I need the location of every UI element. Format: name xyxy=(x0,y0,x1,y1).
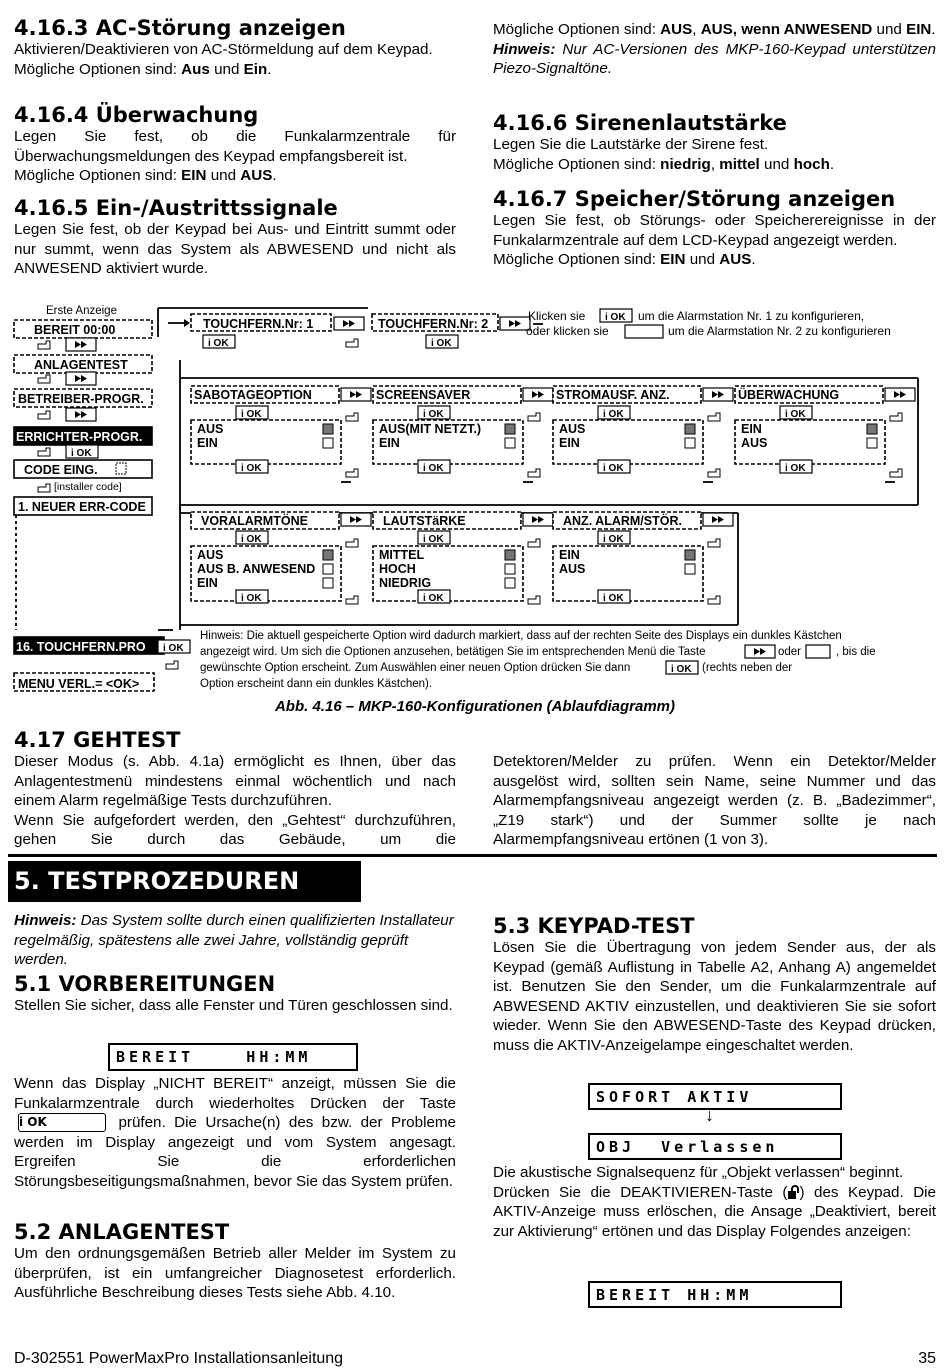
option-checkbox xyxy=(323,438,333,448)
menu-title: LAUTSTäRKE xyxy=(383,514,466,528)
options-line: Mögliche Optionen sind: EIN und AUS. xyxy=(493,251,756,268)
ok-key-label: i OK xyxy=(431,338,452,349)
option-label: EIN xyxy=(559,436,580,450)
menu-title: SCREENSAVER xyxy=(376,388,471,402)
ok-key-label: i OK xyxy=(423,593,444,604)
ok-key-label: i OK xyxy=(603,463,624,474)
click-note: oder klicken sie xyxy=(526,324,609,338)
section-5-1 xyxy=(14,972,456,1016)
option-checkbox xyxy=(685,550,695,560)
hand-pointer-icon xyxy=(346,339,358,347)
hand-pointer-icon xyxy=(528,469,540,477)
paragraph: Stellen Sie sicher, dass alle Fenster und Türen geschlossen sind. xyxy=(14,997,453,1014)
section-4-16-7 xyxy=(493,187,936,270)
option-checkbox xyxy=(867,424,877,434)
option-label: AUS xyxy=(197,548,224,562)
option-checkbox xyxy=(323,578,333,588)
ok-key-label: i OK xyxy=(603,409,624,420)
arrow-down-icon: ↓ xyxy=(705,1105,714,1125)
click-note: um die Alarmstation Nr. 2 zu konfigurieren xyxy=(668,324,891,338)
hand-pointer-icon xyxy=(346,596,358,604)
menu-title: STROMAUSF. ANZ. xyxy=(556,388,670,402)
hand-pointer-icon xyxy=(346,539,358,547)
ok-key-label: i OK xyxy=(423,534,444,545)
option-checkbox xyxy=(685,438,695,448)
heading-4-16-7: 4.16.7 Speicher/Störung anzeigen xyxy=(493,187,896,211)
option-label: AUS xyxy=(559,422,586,436)
ok-key-label: i OK xyxy=(163,643,184,654)
ok-key-label: i OK xyxy=(241,409,262,420)
click-note: Klicken sie xyxy=(528,309,586,323)
heading-4-16-6: 4.16.6 Sirenenlautstärke xyxy=(493,111,787,135)
option-checkbox xyxy=(505,578,515,588)
hand-pointer-icon xyxy=(528,596,540,604)
ok-key-label: i OK xyxy=(71,448,92,459)
cursor-box xyxy=(116,463,126,474)
hand-pointer-icon xyxy=(346,469,358,477)
options-line: Mögliche Optionen sind: Aus und Ein. xyxy=(14,60,272,78)
option-label: AUS B. ANWESEND xyxy=(197,562,316,576)
menu-title: VORALARMTÖNE xyxy=(201,514,308,528)
hint-line: (rechts neben der xyxy=(702,662,793,674)
hint-line: oder xyxy=(778,646,802,658)
hint-line: gewünschte Option erscheint. Zum Auswählen einer neuen Option drücken Sie dann xyxy=(200,662,631,674)
option-label: EIN xyxy=(741,422,762,436)
hint-line: angezeigt wird. Um sich die Optionen anzusehen, betätigen Sie im entsprechenden Menü die Taste xyxy=(200,646,706,658)
paragraph: Wenn das Display „NICHT BEREIT“ anzeigt, müssen Sie die Funkalarmzentrale durch wiederholtes Drücken der Taste i OK prüfen. Die Ursache(n) des bzw. der Probleme werden im Display angezeigt und vom System angesagt. Ergreifen Sie die erforderlichen Störungsbeseitigungsmaßnahmen, bevor Sie das System prüfen. xyxy=(14,1075,456,1190)
menu-title: SABOTAGEOPTION xyxy=(194,388,312,402)
option-checkbox xyxy=(505,424,515,434)
unlock-icon xyxy=(788,1185,800,1199)
page-number: 35 xyxy=(918,1350,936,1367)
display-label: BEREIT 00:00 xyxy=(34,323,116,337)
ok-key-label: i OK xyxy=(603,593,624,604)
hint-line: Hinweis: Die aktuell gespeicherte Option wird dadurch markiert, dass auf der rechten Seite des Displays ein dunkles Kästchen xyxy=(200,630,842,642)
menu-title: ÜBERWACHUNG xyxy=(738,388,840,402)
hint-note: Hinweis: Das System sollte durch einen qualifizierten Installateur regelmäßig, spätestens alle zwei Jahre, vollständig geprüft werden. xyxy=(14,912,454,968)
display-label: 1. NEUER ERR-CODE xyxy=(18,500,146,514)
ok-key-label: i OK xyxy=(603,534,624,545)
section-4-16-3 xyxy=(14,16,456,79)
option-checkbox xyxy=(323,550,333,560)
option-checkbox xyxy=(867,438,877,448)
paragraph: Legen Sie die Lautstärke der Sirene fest. xyxy=(493,136,769,153)
paragraph: Detektoren/Melder zu prüfen. Wenn ein Detektor/Melder ausgelöst wird, sollten sein Name, seine Nummer und das Alarmempfangsniveau angezeigt werden (z. B. „Badezimmer“, „Z19 stark“) und der Summer sollte je nach Alarmempfangsniveau ertönen (1 von 3). xyxy=(493,753,936,848)
paragraph: Legen Sie fest, ob der Keypad bei Aus- und Eintritt summt oder nur summt, wenn das System als ABWESEND und nicht als ANWESEND aktiviert wurde. xyxy=(14,221,456,277)
hand-pointer-icon xyxy=(708,596,720,604)
arrow-head-icon xyxy=(184,319,190,327)
lcd-display: OBJ Verlassen xyxy=(588,1133,842,1160)
paragraph: Drücken Sie die DEAKTIVIEREN-Taste ( ) des Keypad. Die AKTIV-Anzeige muss erlöschen, die Ansage „Deaktiviert, bereit zur Aktivierung“ ertönen und das Display Folgendes anzeigen: xyxy=(493,1183,936,1240)
section-4-17 xyxy=(14,728,456,850)
section-4-17-cont xyxy=(493,752,936,850)
option-label: EIN xyxy=(197,436,218,450)
paragraph: Legen Sie fest, ob Störungs- oder Speicherereignisse in der Funkalarmzentrale auf dem LCD-Keypad angezeigt werden. xyxy=(493,212,936,249)
display-label: TOUCHFERN.Nr: 1 xyxy=(203,317,314,331)
lcd-display: BEREIT HH:MM xyxy=(588,1281,842,1308)
hand-pointer-icon xyxy=(708,539,720,547)
heading-5-2: 5.2 ANLAGENTEST xyxy=(14,1220,230,1244)
option-label: NIEDRIG xyxy=(379,576,432,590)
footer-title: D-302551 PowerMaxPro Installationsanleitung xyxy=(14,1350,344,1367)
section-4-16-5 xyxy=(14,196,456,279)
chapter-title: 5. TESTPROZEDUREN xyxy=(8,861,361,902)
display-label: BETREIBER-PROGR. xyxy=(18,392,144,406)
heading-4-16-3: 4.16.3 AC-Störung anzeigen xyxy=(14,16,346,40)
options-line: Mögliche Optionen sind: AUS, AUS, wenn ANWESEND und EIN. xyxy=(493,21,936,38)
section-5-1-cont xyxy=(14,1074,456,1191)
heading-4-17: 4.17 GEHTEST xyxy=(14,728,181,752)
first-display-label: Erste Anzeige xyxy=(46,305,117,317)
paragraph: Dieser Modus (s. Abb. 4.1a) ermöglicht es Ihnen, über das Anlagentestmenü mindestens einmal wöchentlich und nach einem Alarm regelmäßige Tests durchzuführen. xyxy=(14,753,456,809)
hand-pointer-icon xyxy=(346,413,358,421)
lcd-display: BEREIT HH:MM xyxy=(108,1043,358,1071)
ok-key-label: i OK xyxy=(241,463,262,474)
hand-pointer-icon xyxy=(890,469,902,477)
ok-key-label: i OK xyxy=(241,534,262,545)
display-label: CODE EING. xyxy=(24,463,98,477)
installer-code-label: [installer code] xyxy=(54,481,122,493)
paragraph: Wenn Sie aufgefordert werden, den „Gehtest“ durchzuführen, gehen Sie durch das Gebäude, um die xyxy=(14,811,456,848)
option-label: EIN xyxy=(379,436,400,450)
options-continued xyxy=(493,20,936,79)
hand-pointer-icon xyxy=(38,448,50,456)
option-checkbox xyxy=(505,564,515,574)
hand-pointer-icon xyxy=(528,539,540,547)
heading-4-16-5: 4.16.5 Ein-/Austrittssignale xyxy=(14,196,338,220)
options-line: Mögliche Optionen sind: EIN und AUS. xyxy=(14,167,277,184)
option-label: AUS(MIT NETZT.) xyxy=(379,422,482,436)
display-label: MENU VERL.= <OK> xyxy=(18,677,140,691)
ok-key-label: i OK xyxy=(605,312,626,323)
hand-pointer-icon xyxy=(38,375,50,383)
hand-pointer-icon xyxy=(890,413,902,421)
click-note: um die Alarmstation Nr. 1 zu konfigurieren, xyxy=(638,309,865,323)
ok-key-label: i OK xyxy=(241,593,262,604)
section-4-16-4 xyxy=(14,103,456,186)
option-checkbox xyxy=(323,424,333,434)
ok-key-label: i OK xyxy=(423,463,444,474)
ok-key-label: i OK xyxy=(671,664,692,675)
hand-pointer-icon xyxy=(38,411,50,419)
option-checkbox xyxy=(685,424,695,434)
section-5-3-cont xyxy=(493,1163,936,1241)
section-5-2 xyxy=(14,1220,456,1303)
next-key-icon xyxy=(625,325,663,338)
display-label: 16. TOUCHFERN.PRO xyxy=(16,640,146,654)
heading-4-16-4: 4.16.4 Überwachung xyxy=(14,103,259,127)
display-label: TOUCHFERN.Nr: 2 xyxy=(378,317,489,331)
paragraph: Legen Sie fest, ob die Funkalarmzentrale für Überwachungsmeldungen des Keypad empfangsbereit ist. xyxy=(14,128,456,165)
ok-key-label: i OK xyxy=(785,409,806,420)
back-key-icon xyxy=(806,645,830,658)
lcd-display: SOFORT AKTIV xyxy=(588,1083,842,1110)
paragraph: Um den ordnungsgemäßen Betrieb aller Melder im System zu überprüfen, ist ein umfangreicher Diagnosetest erforderlich. Ausführliche Beschreibung dieses Tests siehe Abb. 4.10. xyxy=(14,1245,456,1301)
option-checkbox xyxy=(505,550,515,560)
options-line: Mögliche Optionen sind: niedrig, mittel und hoch. xyxy=(493,155,835,173)
option-label: AUS xyxy=(197,422,224,436)
option-label: MITTEL xyxy=(379,548,425,562)
hand-pointer-icon xyxy=(38,484,50,492)
hint-line: , bis die xyxy=(836,646,876,658)
heading-5-1: 5.1 VORBEREITUNGEN xyxy=(14,972,276,996)
ok-key-label: i OK xyxy=(423,409,444,420)
option-label: AUS xyxy=(741,436,768,450)
flow-diagram xyxy=(8,300,938,695)
heading-5-3: 5.3 KEYPAD-TEST xyxy=(493,914,695,938)
hand-pointer-icon xyxy=(528,413,540,421)
option-label: HOCH xyxy=(379,562,416,576)
option-label: AUS xyxy=(559,562,586,576)
hint-note: Hinweis: Nur AC-Versionen des MKP-160-Keypad unterstützen Piezo-Signaltöne. xyxy=(493,40,936,77)
hand-pointer-icon xyxy=(708,413,720,421)
paragraph: Die akustische Signalsequenz für „Objekt verlassen“ beginnt. xyxy=(493,1164,904,1181)
section-4-16-6 xyxy=(493,111,936,174)
menu-title: ANZ. ALARM/STÖR. xyxy=(563,514,682,528)
option-checkbox xyxy=(505,438,515,448)
option-checkbox xyxy=(323,564,333,574)
section-5-3 xyxy=(493,914,936,1055)
option-checkbox xyxy=(685,564,695,574)
hint-5 xyxy=(14,911,456,970)
option-label: EIN xyxy=(559,548,580,562)
divider xyxy=(8,854,937,857)
paragraph: Aktivieren/Deaktivieren von AC-Störmeldung auf dem Keypad. xyxy=(14,41,433,58)
ok-key-icon: i OK xyxy=(18,1113,106,1132)
figure-caption: Abb. 4.16 – MKP-160-Konfigurationen (Ablaufdiagramm) xyxy=(274,698,676,715)
hint-line: Option erscheint dann ein dunkles Kästchen). xyxy=(200,678,433,690)
ok-key-label: i OK xyxy=(208,338,229,349)
hand-pointer-icon xyxy=(708,469,720,477)
option-label: EIN xyxy=(197,576,218,590)
display-label: ERRICHTER-PROGR. xyxy=(16,430,143,444)
display-label: ANLAGENTEST xyxy=(34,358,128,372)
paragraph: Lösen Sie die Übertragung von jedem Sender aus, der als Keypad (gemäß Auflistung in Tabelle A2, Anhang A) angemeldet ist. Benutzen Sie den Sender, um die Funkalarmzentrale auf ABWESEND AKTIV einzustellen, und deaktivieren Sie sie sofort wieder. Wenn Sie den ABWESEND-Taste des Keypad drücken, muss die AKTIV-Anzeigelampe eingeschaltet werden. xyxy=(493,939,936,1054)
hand-pointer-icon xyxy=(166,661,178,669)
ok-key-label: i OK xyxy=(785,463,806,474)
hand-pointer-icon xyxy=(38,341,50,349)
